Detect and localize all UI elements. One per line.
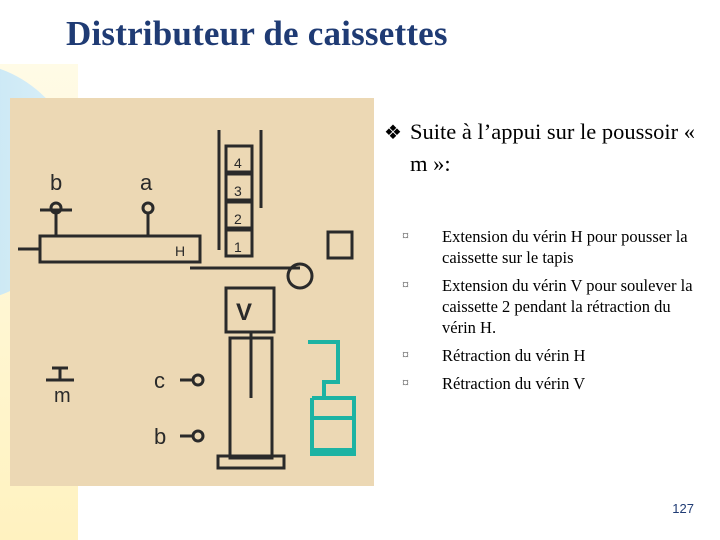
bullet-icon: ¤ bbox=[402, 229, 409, 244]
diamond-bullet-icon: ❖ bbox=[384, 122, 402, 144]
overlay-cylinder bbox=[308, 342, 356, 454]
diagram-scan bbox=[10, 98, 374, 486]
output-box bbox=[328, 232, 352, 258]
label-box-2: 2 bbox=[234, 211, 242, 227]
bullet-icon: ¤ bbox=[402, 348, 409, 363]
list-item bbox=[402, 373, 694, 394]
switch-c-head bbox=[193, 375, 203, 385]
page-number: 127 bbox=[672, 501, 694, 516]
slide-title: Distributeur de caissettes bbox=[66, 14, 448, 53]
bullet-text: Extension du vérin H pour pousser la caissette sur le tapis bbox=[442, 227, 688, 267]
heading-text: Suite à l’appui sur le poussoir « m »: bbox=[410, 119, 695, 176]
bullet-icon: ¤ bbox=[402, 278, 409, 293]
bullet-text: Rétraction du vérin H bbox=[442, 346, 586, 365]
label-box-1: 1 bbox=[234, 239, 242, 255]
bullet-icon: ¤ bbox=[402, 376, 409, 391]
label-b-bottom: b bbox=[154, 424, 167, 449]
label-c: c bbox=[154, 368, 165, 393]
label-b-top: b bbox=[50, 170, 63, 195]
slide-heading bbox=[384, 116, 704, 180]
bullet-text: Extension du vérin V pour soulever la caissette 2 pendant la rétraction du vérin H. bbox=[442, 276, 693, 337]
list-item bbox=[402, 275, 694, 338]
switch-b2-head bbox=[193, 431, 203, 441]
label-box-3: 3 bbox=[234, 183, 242, 199]
label-v: V bbox=[236, 299, 253, 326]
switch-a-head bbox=[143, 203, 153, 213]
label-a: a bbox=[140, 170, 153, 195]
distributor-diagram bbox=[10, 98, 374, 486]
list-item bbox=[402, 226, 694, 268]
bullet-text: Rétraction du vérin V bbox=[442, 374, 586, 393]
label-h: H bbox=[175, 243, 186, 259]
label-m: m bbox=[54, 385, 71, 407]
list-item bbox=[402, 345, 694, 366]
bullet-list bbox=[402, 226, 694, 401]
overlay-pipe-left bbox=[308, 342, 338, 398]
content-panel bbox=[384, 116, 704, 393]
label-box-4: 4 bbox=[234, 155, 242, 171]
overlay-body bbox=[312, 398, 354, 454]
